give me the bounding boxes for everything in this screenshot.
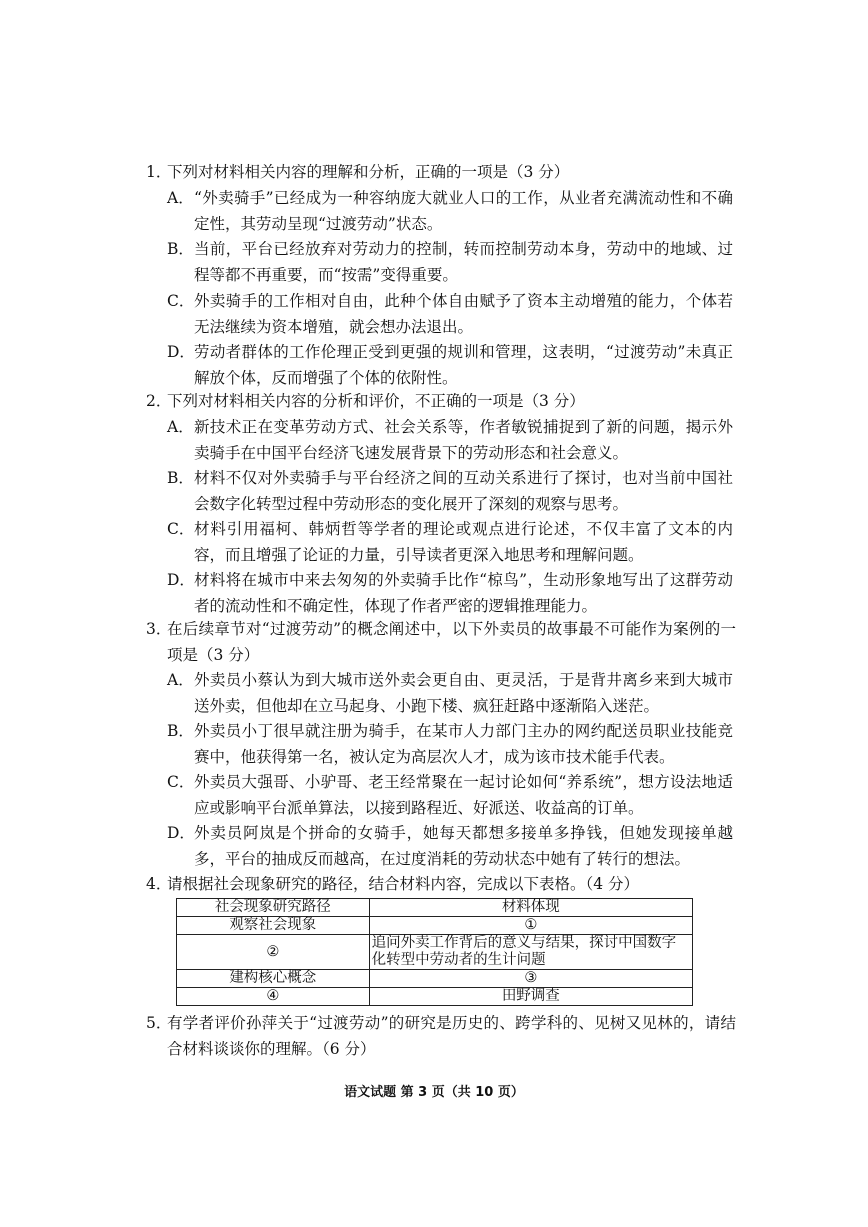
option-label: D． <box>167 571 195 589</box>
option-label: A． <box>167 418 194 436</box>
option-2b <box>167 465 733 517</box>
question-3 <box>146 616 736 668</box>
table-row <box>177 917 693 935</box>
table-row <box>177 935 693 970</box>
table-cell: ② <box>177 935 370 970</box>
option-label: B． <box>167 240 194 258</box>
table-cell: ① <box>369 917 692 935</box>
option-text: 新技术正在变革劳动方式、社会关系等，作者敏锐捕捉到了新的问题，揭示外卖骑手在中国平台经济飞速发展背景下的劳动形态和社会意义。 <box>194 418 733 462</box>
option-label: D． <box>167 343 195 361</box>
option-3a <box>167 667 733 719</box>
option-text: 外卖员小丁很早就注册为骑手，在某市人力部门主办的网约配送员职业技能竞赛中，他获得第一名，被认定为高层次人才，成为该市技术能手代表。 <box>194 722 733 766</box>
option-2d <box>167 567 733 619</box>
option-label: C． <box>167 520 195 538</box>
option-1a <box>167 185 733 237</box>
option-label: C． <box>167 773 195 791</box>
table-row <box>177 988 693 1006</box>
option-label: B． <box>167 722 194 740</box>
option-1c <box>167 288 733 340</box>
option-text: 材料引用福柯、韩炳哲等学者的理论或观点进行论述，不仅丰富了文本的内容，而且增强了论证的力量，引导读者更深入地思考和理解问题。 <box>194 520 733 564</box>
table-header-cell: 社会现象研究路径 <box>177 899 370 917</box>
question-5 <box>146 1010 736 1062</box>
option-text: 外卖员阿岚是个拼命的女骑手，她每天都想多接单多挣钱，但她发现接单越多，平台的抽成反而越高，在过度消耗的劳动状态中她有了转行的想法。 <box>194 824 733 868</box>
question-1 <box>146 159 736 185</box>
option-text: 材料不仅对外卖骑手与平台经济之间的互动关系进行了探讨，也对当前中国社会数字化转型过程中劳动形态的变化展开了深刻的观察与思考。 <box>194 469 733 513</box>
option-text: 劳动者群体的工作伦理正受到更强的规训和管理，这表明，“过渡劳动”未真正解放个体，反而增强了个体的依附性。 <box>194 343 733 387</box>
option-label: A． <box>167 189 194 207</box>
table-cell: ③ <box>369 970 692 988</box>
question-number: 1． <box>146 163 172 181</box>
table-cell: 观察社会现象 <box>177 917 370 935</box>
option-text: “外卖骑手”已经成为一种容纳庞大就业人口的工作，从业者充满流动性和不确定性，其劳动呈现“过渡劳动”状态。 <box>194 189 733 233</box>
option-label: A． <box>167 671 194 689</box>
question-stem: 请根据社会现象研究的路径，结合材料内容，完成以下表格。（4 分） <box>167 875 640 893</box>
question-4 <box>146 871 736 897</box>
question-2 <box>146 388 736 414</box>
question-stem: 下列对材料相关内容的理解和分析，正确的一项是（3 分） <box>167 163 570 181</box>
table-cell: 追问外卖工作背后的意义与结果，探讨中国数字化转型中劳动者的生计问题 <box>369 935 692 970</box>
option-text: 当前，平台已经放弃对劳动力的控制，转而控制劳动本身，劳动中的地域、过程等都不再重要，而“按需”变得重要。 <box>194 240 733 284</box>
table-header-row <box>177 899 693 917</box>
page-footer: 语文试题 第 3 页（共 10 页） <box>344 1085 524 1100</box>
question-number: 5． <box>146 1014 172 1032</box>
option-text: 外卖员小蔡认为到大城市送外卖会更自由、更灵活，于是背井离乡来到大城市送外卖，但他却在立马起身、小跑下楼、疯狂赶路中逐渐陷入迷茫。 <box>194 671 733 715</box>
option-3d <box>167 820 733 872</box>
table-cell: ④ <box>177 988 370 1006</box>
option-text: 材料将在城市中来去匆匆的外卖骑手比作“椋鸟”，生动形象地写出了这群劳动者的流动性和不确定性，体现了作者严密的逻辑推理能力。 <box>194 571 733 615</box>
option-3c <box>167 769 733 821</box>
option-label: B． <box>167 469 194 487</box>
research-path-table <box>176 898 693 1006</box>
question-stem: 下列对材料相关内容的分析和评价，不正确的一项是（3 分） <box>167 392 585 410</box>
option-text: 外卖骑手的工作相对自由，此种个体自由赋予了资本主动增殖的能力，个体若无法继续为资本增殖，就会想办法退出。 <box>194 292 733 336</box>
option-2a <box>167 414 733 466</box>
question-stem: 在后续章节对“过渡劳动”的概念阐述中，以下外卖员的故事最不可能作为案例的一项是（3 分） <box>167 620 736 664</box>
table-cell: 建构核心概念 <box>177 970 370 988</box>
option-1d <box>167 339 733 391</box>
option-1b <box>167 236 733 288</box>
table-row <box>177 970 693 988</box>
option-label: D． <box>167 824 195 842</box>
question-stem: 有学者评价孙萍关于“过渡劳动”的研究是历史的、跨学科的、见树又见林的，请结合材料谈谈你的理解。（6 分） <box>167 1014 736 1058</box>
question-number: 3． <box>146 620 172 638</box>
option-2c <box>167 516 733 568</box>
option-label: C． <box>167 292 195 310</box>
question-number: 4． <box>146 875 172 893</box>
table-cell: 田野调查 <box>369 988 692 1006</box>
question-number: 2． <box>146 392 172 410</box>
option-text: 外卖员大强哥、小驴哥、老王经常聚在一起讨论如何“养系统”，想方设法地适应或影响平台派单算法，以接到路程近、好派送、收益高的订单。 <box>194 773 733 817</box>
option-3b <box>167 718 733 770</box>
table-header-cell: 材料体现 <box>369 899 692 917</box>
